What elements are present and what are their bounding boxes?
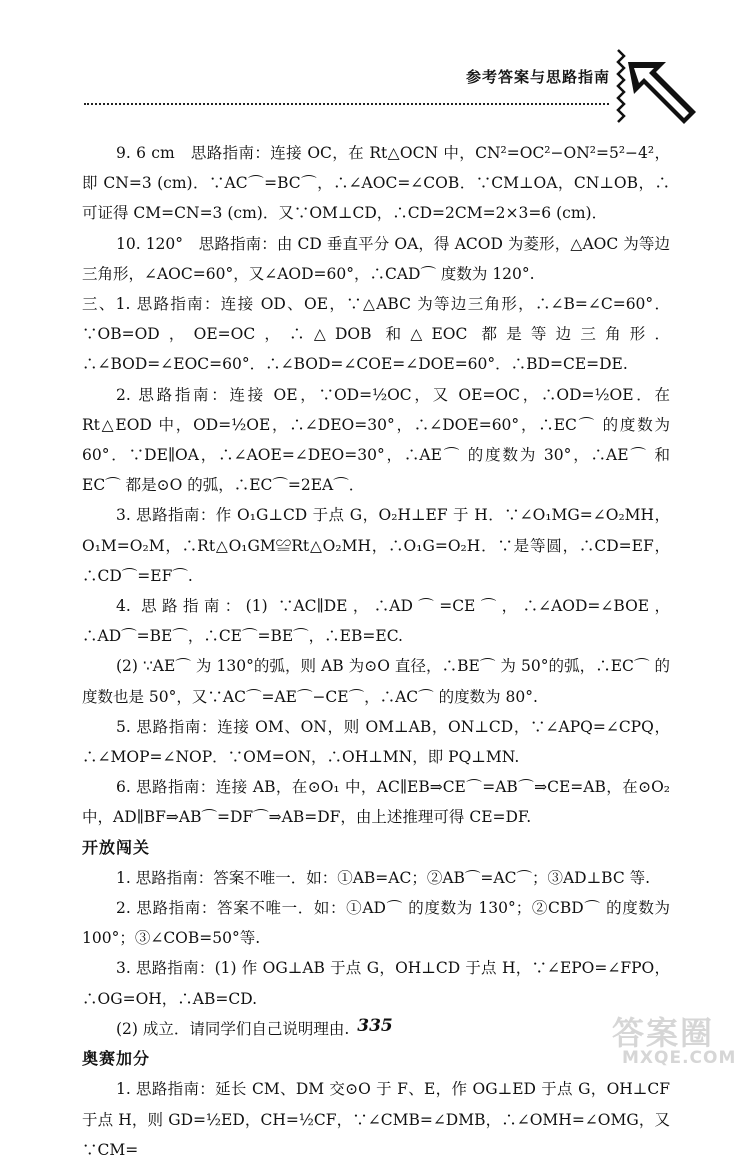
page-number: 335 (357, 1016, 393, 1036)
answer-paragraph: 2. 思路指南：答案不唯一．如：①AD⌒ 的度数为 130°；②CBD⌒ 的度数为 100°；③∠COB=50°等. (82, 899, 670, 948)
watermark-text: 答案圈 (612, 1014, 715, 1052)
header-dotted-rule (84, 103, 609, 105)
answer-paragraph: 2. 思路指南：连接 OE，∵OD=½OC，又 OE=OC，∴OD=½OE．在 Rt△EOD 中，OD=½OE，∴∠DEO=30°，∴∠DOE=60°，∴EC⌒ 的度数为 60°．∵DE∥OA，∴∠AOE=∠DEO=30°，∴AE⌒ 的度数为 30°，∴AE⌒ 和 EC⌒ 都是⊙O 的弧，∴EC⌒=2EA⌒． (82, 385, 670, 495)
section-heading: 开放闯关 (82, 837, 151, 857)
answer-paragraph: 4. 思路指南：(1) ∵AC∥DE，∴AD⌒=CE⌒，∴∠AOD=∠BOE，∴AD⌒=BE⌒，∴CE⌒=BE⌒，∴EB=EC. (82, 597, 670, 646)
answer-paragraph: 3. 思路指南：作 O₁G⊥CD 于点 G，O₂H⊥EF 于 H．∵∠O₁MG=∠O₂MH，O₁M=O₂M，∴Rt△O₁GM≌Rt△O₂MH，∴O₁G=O₂H．∵是等圆，∴CD=EF，∴CD⌒=EF⌒. (82, 506, 670, 585)
answer-paragraph: 9. 6 cm 思路指南：连接 OC，在 Rt△OCN 中，CN²=OC²−ON²=5²−4²，即 CN=3 (cm)．∵AC⌒=BC⌒，∴∠AOC=∠COB．∵CM⊥OA，CN⊥OB，∴可证得 CM=CN=3 (cm)．又∵OM⊥CD，∴CD=2CM=2×3=6 (cm)． (82, 144, 670, 223)
answer-paragraph: 1. 思路指南：延长 CM、DM 交⊙O 于 F、E，作 OG⊥ED 于点 G，OH⊥CF 于点 H，则 GD=½ED，CH=½CF，∵∠CMB=∠DMB，∴∠OMH=∠OMG，又∵CM= (82, 1080, 671, 1159)
section-heading: 奥赛加分 (82, 1049, 151, 1069)
arrow-icon (604, 48, 714, 128)
header-title: 参考答案与思路指南 (465, 68, 610, 86)
answer-paragraph: 6. 思路指南：连接 AB，在⊙O₁ 中，AC∥EB⇒CE⌒=AB⌒⇒CE=AB，在⊙O₂ 中，AD∥BF⇒AB⌒=DF⌒⇒AB=DF，由上述推理可得 CE=DF. (82, 778, 670, 827)
watermark-url: MXQE.COM (622, 1048, 737, 1068)
answer-paragraph: (2) 成立．请同学们自己说明理由. (116, 1019, 350, 1038)
answer-paragraph: (2) ∵AE⌒ 为 130°的弧，则 AB 为⊙O 直径，∴BE⌒ 为 50°的弧，∴EC⌒ 的度数也是 50°，又∵AC⌒=AE⌒−CE⌒，∴AC⌒ 的度数为 80°. (82, 657, 670, 706)
answer-paragraph: 三、1. 思路指南：连接 OD、OE，∵△ABC 为等边三角形，∴∠B=∠C=60°．∵OB=OD，OE=OC，∴△DOB 和△EOC 都是等边三角形．∴∠BOD=∠EOC=60°．∴∠BOD=∠COE=∠DOE=60°．∴BD=CE=DE. (82, 295, 670, 374)
answer-paragraph: 3. 思路指南：(1) 作 OG⊥AB 于点 G，OH⊥CD 于点 H，∵∠EPO=∠FPO，∴OG=OH，∴AB=CD. (82, 959, 670, 1008)
answer-paragraph: 10. 120° 思路指南：由 CD 垂直平分 OA，得 ACOD 为菱形，△AOC 为等边三角形，∠AOC=60°，又∠AOD=60°，∴CAD⌒ 度数为 120°. (82, 234, 670, 283)
watermark-logo (612, 1008, 744, 1070)
answer-paragraph: 5. 思路指南：连接 OM、ON，则 OM⊥AB，ON⊥CD，∵∠APQ=∠CPQ，∴∠MOP=∠NOP．∵OM=ON，∴OH⊥MN，即 PQ⊥MN. (82, 717, 670, 767)
answer-content (82, 138, 670, 1165)
page-header (0, 0, 750, 120)
answer-paragraph: 1. 思路指南：答案不唯一．如：①AB=AC；②AB⌒=AC⌒；③AD⊥BC 等. (116, 868, 651, 887)
